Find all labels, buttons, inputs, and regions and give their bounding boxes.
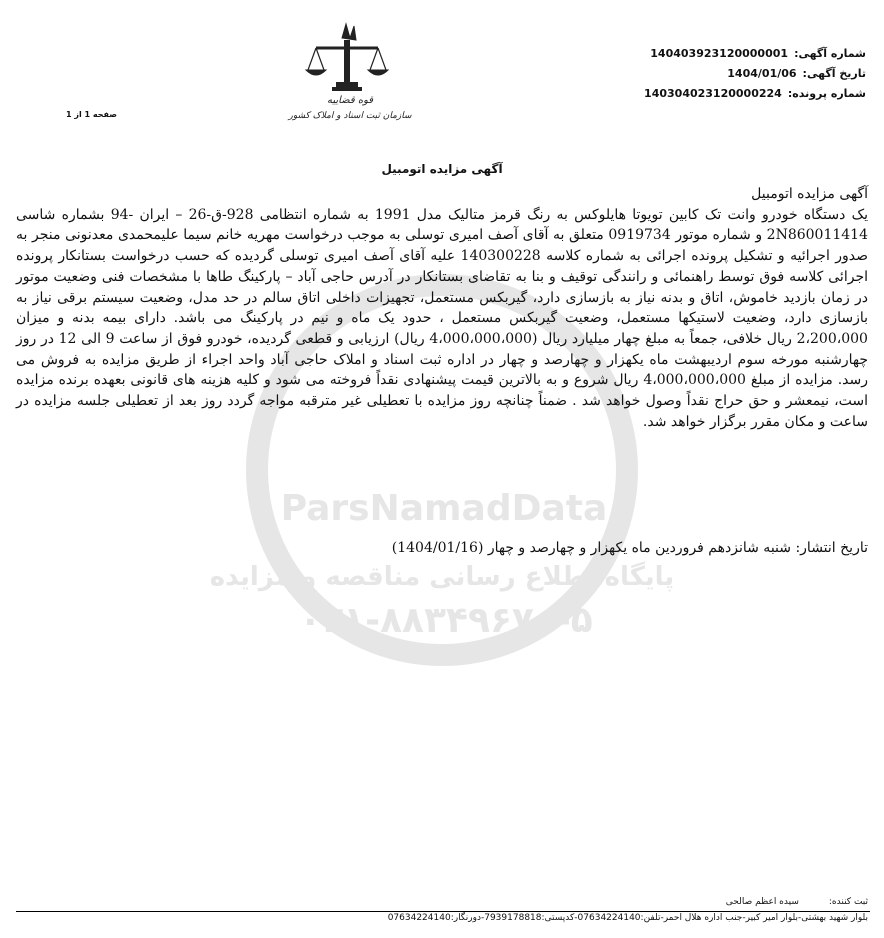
notice-number-label: شماره آگهی: [794,47,866,60]
logo-caption-judiciary: قوه قضاییه [326,95,374,106]
page-count: صفحه 1 از 1 [66,110,117,119]
body-text: یک دستگاه خودرو وانت تک کابین تویوتا هایلوکس به رنگ قرمز متالیک مدل 1991 به شماره انتظامی 928-ق-26 – ایران -94 بشماره شاسی 2N860011414 و شماره موتور 0919734 متعلق به آقای آصف امیری توسلی به موجب درخواست مهریه خانم سیما علیمحمدی معدنونی منجر به صدور اجرائیه و تشکیل پرونده اجرائی به شماره کلاسه 140300228 علیه آقای آصف امیری توسلی گردیده که حسب درخواست بستانکار پرونده اجرائی کلاسه فوق توسط راهنمائی و رانندگی توقیف و بنا به تقاضای بستانکار در آدرس حاجی آباد – پارکینگ طاها با مشخصات فنی وضعیت موتور در زمان بازدید خاموش، اتاق و بدنه نیاز به بازسازی دارد، گیربکس مستعمل، تجهیزات داخلی اتاق سالم در حد مدل، وضعیت سیستم برقی نیاز به بازسازی دارد، وضعیت لاستیکها مستعمل، وضعیت گیربکس مستعمل ، حدود یک ماه و نیم در پارکینگ می باشد. دارای بیمه بدنه و میزان 2،200،000 ریال خلافی، جمعاً به مبلغ چهار میلیارد ریال (4،000،000،000 ریال) ارزیابی و قطعی گردیده، خودرو فوق از ساعت 9 الی 12 در روز چهارشنبه مورخه سوم اردیبهشت ماه یکهزار و چهارصد و چهار در اداره ثبت اسناد و املاک حاجی آباد واحد اجراء از طریق مزایده به فروش می رسد. مزایده از مبلغ 4،000،000،000 ریال شروع و به بالاترین قیمت پیشنهادی نقداً فروخته می شود و کلیه هزینه های قانونی بعهده برنده مزایده است، نیمعشر و حق حراج نقداً وصول خواهد شد . ضمناً چنانچه روز مزایده با تعطیلی غیر مترقبه مواجه گردد روز بعد از تعطیلی جلسه مزایده در ساعت و مکان مقرر برگزار خواهد شد. [16,206,869,430]
watermark-brand: ParsNamadData [280,488,608,529]
notice-date-label: تاریخ آگهی: [802,67,866,80]
footer-address: بلوار شهید بهشتی-بلوار امیر کبیر-جنب اداره هلال احمر-تلفن:07634224140-کدپستی:7939178818-دورنگار:07634224140 [387,913,868,923]
notice-date-value: 1404/01/06 [727,67,797,80]
registrar-name: سیده اعظم صالحی [725,897,799,907]
scales-of-justice-icon [288,18,412,124]
case-number-label: شماره پرونده: [787,87,866,100]
body-subject: آگهی مزایده اتومبیل [751,186,868,202]
logo-caption-organization: سازمان ثبت اسناد و املاک کشور [288,111,412,121]
notice-number-row [636,44,866,64]
case-number-value: 140304023120000224 [644,87,782,100]
page-title: آگهی مزایده اتومبیل [381,162,503,176]
watermark-phone: ۰۲۱-۸۸۳۴۹۶۷۰-۵ [299,600,593,641]
case-number-row [636,84,866,104]
header-meta [636,44,866,104]
footer-divider [16,911,870,912]
notice-body [16,184,868,432]
notice-number-value: 140403923120000001 [650,47,789,60]
notice-date-row [636,64,866,84]
registrar-label: ثبت کننده: [828,897,868,907]
watermark-tagline: پایگاه اطلاع رسانی مناقصه و مزایده [209,562,675,592]
registrar [726,897,868,907]
publish-date: تاریخ انتشار: شنبه شانزدهم فروردین ماه یکهزار و چهارصد و چهار (1404/01/16) [391,540,868,556]
